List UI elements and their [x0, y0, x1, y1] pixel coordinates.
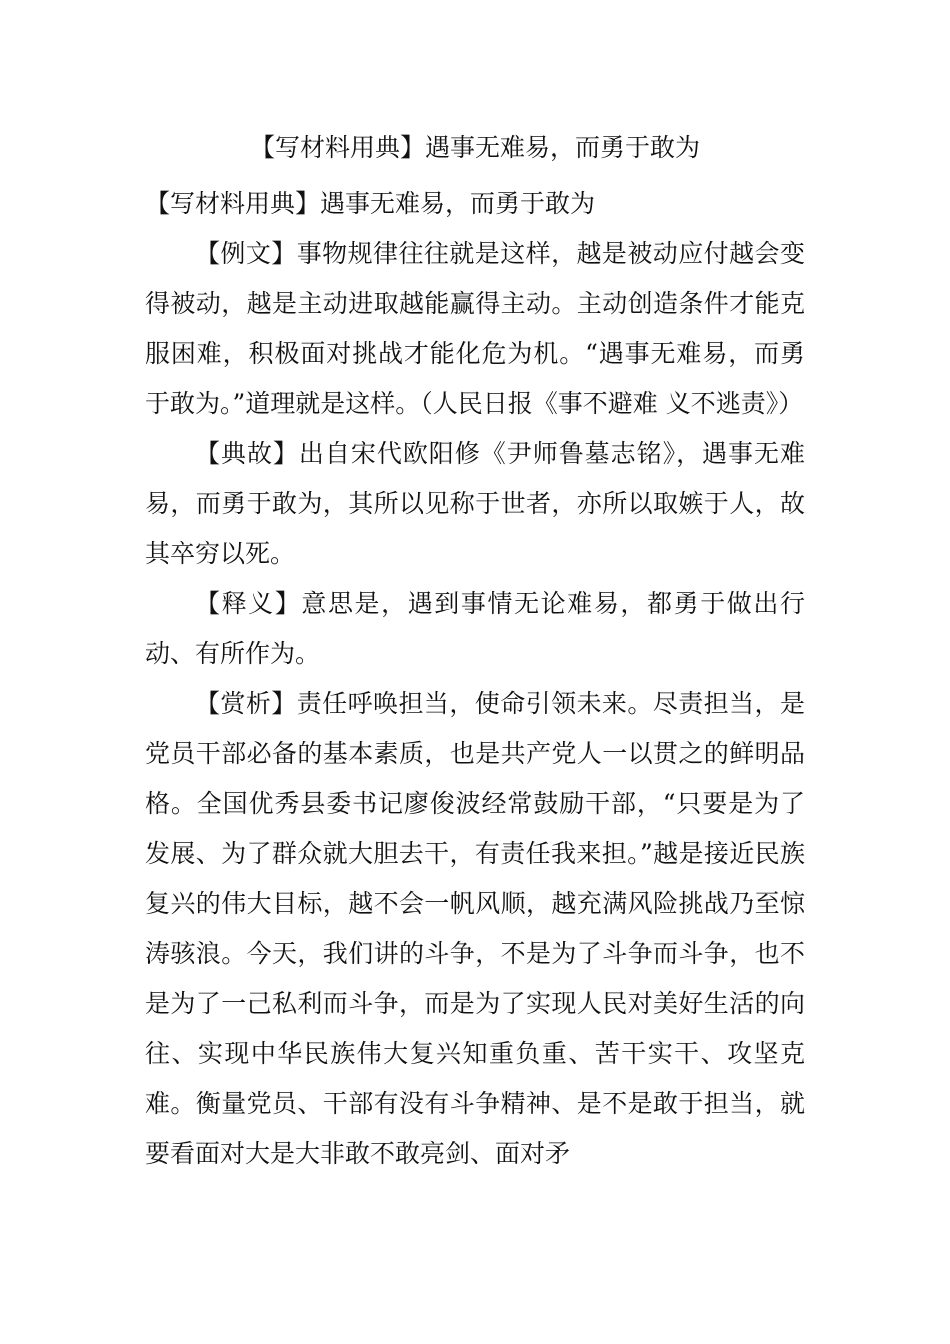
- section-text: 出自宋代欧阳修《尹师鲁墓志铭》，遇事无难易，而勇于敢为，其所以见称于世者，亦所以取嫉于人，故其卒穷以死。: [145, 439, 805, 568]
- section-label: 【典故】: [195, 439, 299, 468]
- section-text: 责任呼唤担当，使命引领未来。尽责担当，是党员干部必备的基本素质，也是共产党人一以贯之的鲜明品格。全国优秀县委书记廖俊波经常鼓励干部，“只要是为了发展、为了群众就大胆去干，有责任我来担。”越是接近民族复兴的伟大目标，越不会一帆风顺，越充满风险挑战乃至惊涛骇浪。今天，我们讲的斗争，不是为了斗争而斗争，也不是为了一己私利而斗争，而是为了实现人民对美好生活的向往、实现中华民族伟大复兴知重负重、苦干实干、攻坚克难。衡量党员、干部有没有斗争精神、是不是敢于担当，就要看面对大是大非敢不敢亮剑、面对矛: [145, 689, 805, 1168]
- section-label: 【释义】: [195, 589, 302, 618]
- section-label: 【例文】: [195, 239, 297, 268]
- section-label: 【赏析】: [195, 689, 297, 718]
- document-body: [145, 179, 805, 1179]
- section-meaning: [145, 579, 805, 679]
- section-example: [145, 229, 805, 429]
- document-heading: 【写材料用典】遇事无难易，而勇于敢为: [145, 189, 596, 218]
- document-title: 【写材料用典】遇事无难易，而勇于敢为: [249, 133, 700, 162]
- section-allusion: [145, 429, 805, 579]
- section-text: 意思是，遇到事情无论难易，都勇于做出行动、有所作为。: [145, 589, 805, 668]
- section-text: 事物规律往往就是这样，越是被动应付越会变得被动，越是主动进取越能赢得主动。主动创造条件才能克服困难，积极面对挑战才能化危为机。“遇事无难易，而勇于敢为。”道理就是这样。（人民日报《事不避难 义不逃责》）: [145, 239, 805, 418]
- section-appreciation: [145, 679, 805, 1179]
